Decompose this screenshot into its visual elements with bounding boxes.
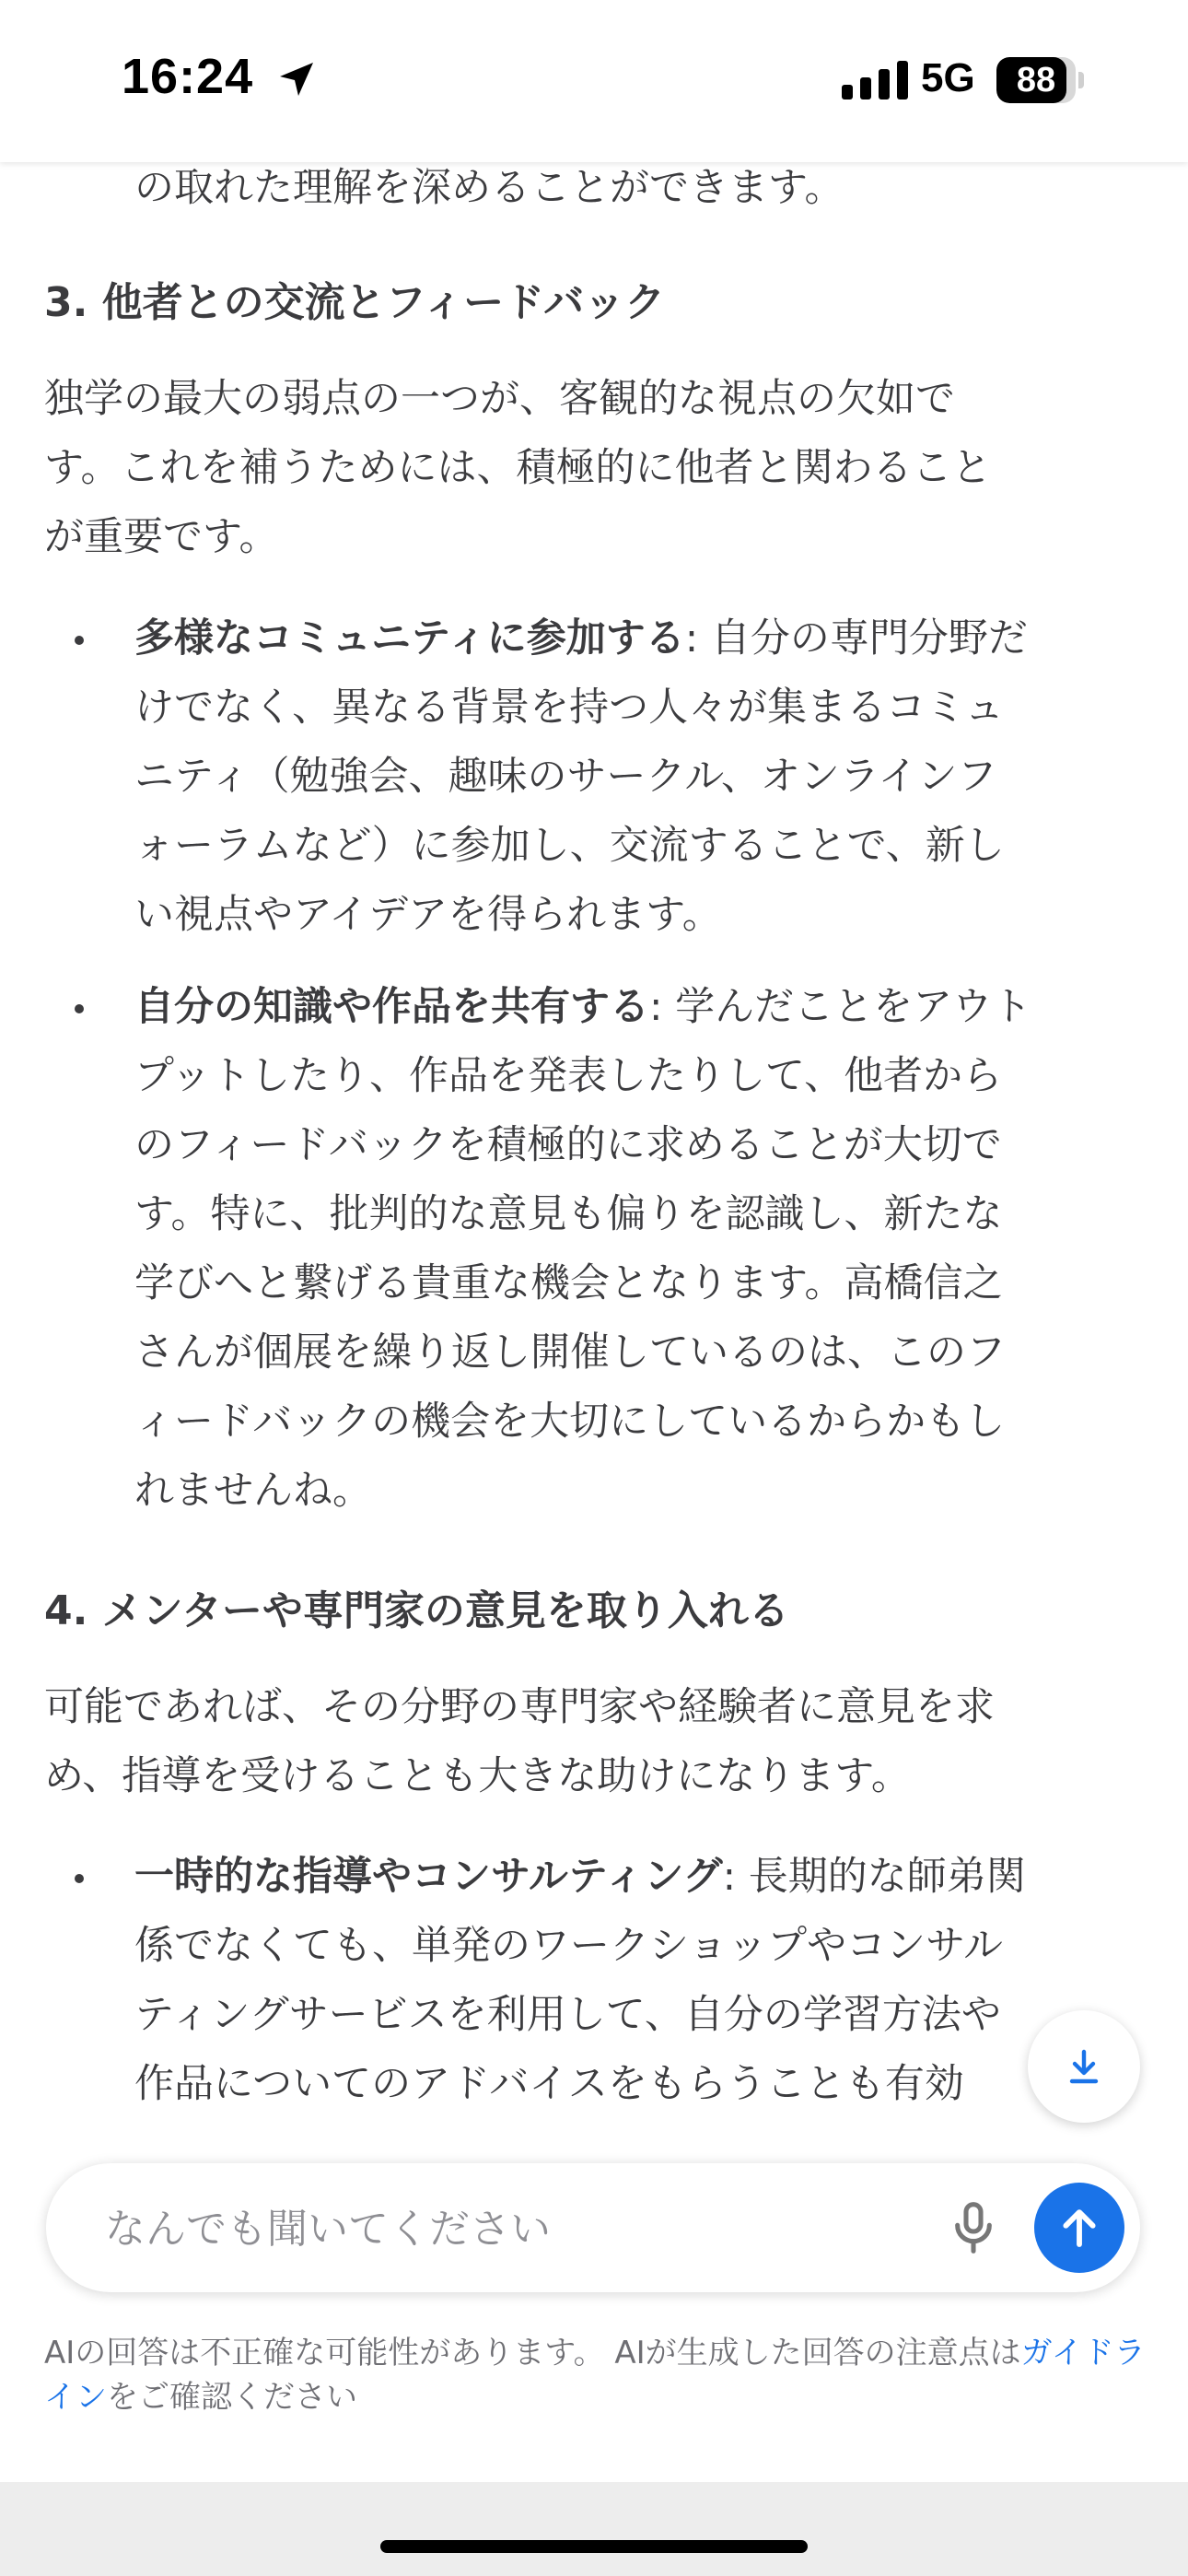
- home-indicator[interactable]: [380, 2540, 808, 2553]
- bullet-line: けでなく、異なる背景を持つ人々が集まるコミュ: [134, 685, 1005, 731]
- paragraph-line: 独学の最大の弱点の一つが、客観的な視点の欠如で: [44, 376, 955, 422]
- bullet-line: い視点やアイデアを得られます。: [134, 892, 722, 938]
- network-type: 5G: [921, 55, 975, 100]
- bullet-line: す。特に、批判的な意見も偏りを認識し、新たな: [134, 1191, 1003, 1237]
- battery-cap: [1078, 72, 1084, 88]
- bullet-dot: [75, 1874, 84, 1883]
- list-item: [134, 973, 1147, 1526]
- bullet-line: さんが個展を繰り返し開催しているのは、このフ: [134, 1329, 1006, 1376]
- list-item: [134, 604, 1147, 950]
- bullet-line: ィードバックの機会を大切にしているからかもし: [134, 1399, 1006, 1445]
- bullet-line: れませんね。: [134, 1468, 372, 1514]
- section-heading-4: 4. メンターや専門家の意見を取り入れる: [44, 1587, 789, 1634]
- bullet-line: : 自分の専門分野だ: [684, 615, 1028, 662]
- battery-icon: [996, 57, 1085, 103]
- paragraph-line: め、指導を受けることも大きな助けになります。: [44, 1753, 911, 1799]
- section4-intro: [44, 1673, 1149, 1811]
- bullet-dot: [75, 1004, 84, 1013]
- bullet-line: ォーラムなど）に参加し、交流することで、新し: [134, 823, 1005, 869]
- cellular-signal-icon: [842, 61, 908, 100]
- bullet-line: : 長期的な師弟関: [722, 1854, 1026, 1900]
- arrow-down-to-line-icon: [1062, 2044, 1106, 2089]
- bullet-line: 学びへと繋げる貴重な機会となります。高橋信之: [134, 1260, 1003, 1306]
- bullet-line: 作品についてのアドバイスをもらうことも有効: [134, 2061, 964, 2107]
- section-heading-3: 3. 他者との交流とフィードバック: [44, 279, 666, 326]
- section3-intro: [44, 365, 1149, 572]
- bullet-title: 一時的な指導やコンサルティング: [134, 1854, 723, 1900]
- disclaimer-text-end: をご確認ください: [107, 2379, 357, 2416]
- bullet-line: ニティ（勉強会、趣味のサークル、オンラインフ: [134, 754, 997, 800]
- disclaimer: [44, 2331, 1149, 2419]
- paragraph-line: が重要です。: [44, 514, 279, 560]
- paragraph-line: す。これを補うためには、積極的に他者と関わること: [44, 445, 992, 491]
- partial-line: の取れた理解を深めることができます。: [134, 165, 844, 211]
- status-time: 16:24: [122, 49, 254, 104]
- bullet-title: 多様なコミュニティに参加する: [134, 615, 685, 662]
- list-item: [134, 1843, 1147, 2119]
- battery-body: [996, 57, 1076, 103]
- disclaimer-text: AIの回答は不正確な可能性があります。 AIが生成した回答の注意点は: [44, 2335, 1021, 2371]
- bullet-title: 自分の知識や作品を共有する: [134, 984, 649, 1030]
- send-button[interactable]: [1034, 2183, 1124, 2273]
- bullet-line: プットしたり、作品を発表したりして、他者から: [134, 1053, 1003, 1099]
- status-bar: [0, 0, 1188, 162]
- bottom-safe-area: [0, 2482, 1188, 2576]
- battery-percent: 88: [1016, 61, 1056, 100]
- bullet-line: 係でなくても、単発のワークショップやコンサル: [134, 1923, 1003, 1969]
- paragraph-line: 可能であれば、その分野の専門家や経験者に意見を求: [44, 1684, 995, 1730]
- bullet-line: のフィードバックを積極的に求めることが大切で: [134, 1122, 1002, 1168]
- location-arrow-icon: [274, 57, 319, 101]
- microphone-icon[interactable]: [944, 2198, 1003, 2257]
- prompt-input-bar: [46, 2163, 1140, 2292]
- bullet-dot: [75, 636, 84, 645]
- scroll-to-bottom-button[interactable]: [1028, 2010, 1140, 2123]
- arrow-up-icon: [1054, 2203, 1104, 2253]
- bullet-line: ティングサービスを利用して、自分の学習方法や: [134, 1992, 1001, 2038]
- bullet-line: : 学んだことをアウト: [649, 984, 1032, 1030]
- prompt-input[interactable]: [103, 2191, 936, 2266]
- guidelines-link[interactable]: ガイドライン: [44, 2335, 1146, 2416]
